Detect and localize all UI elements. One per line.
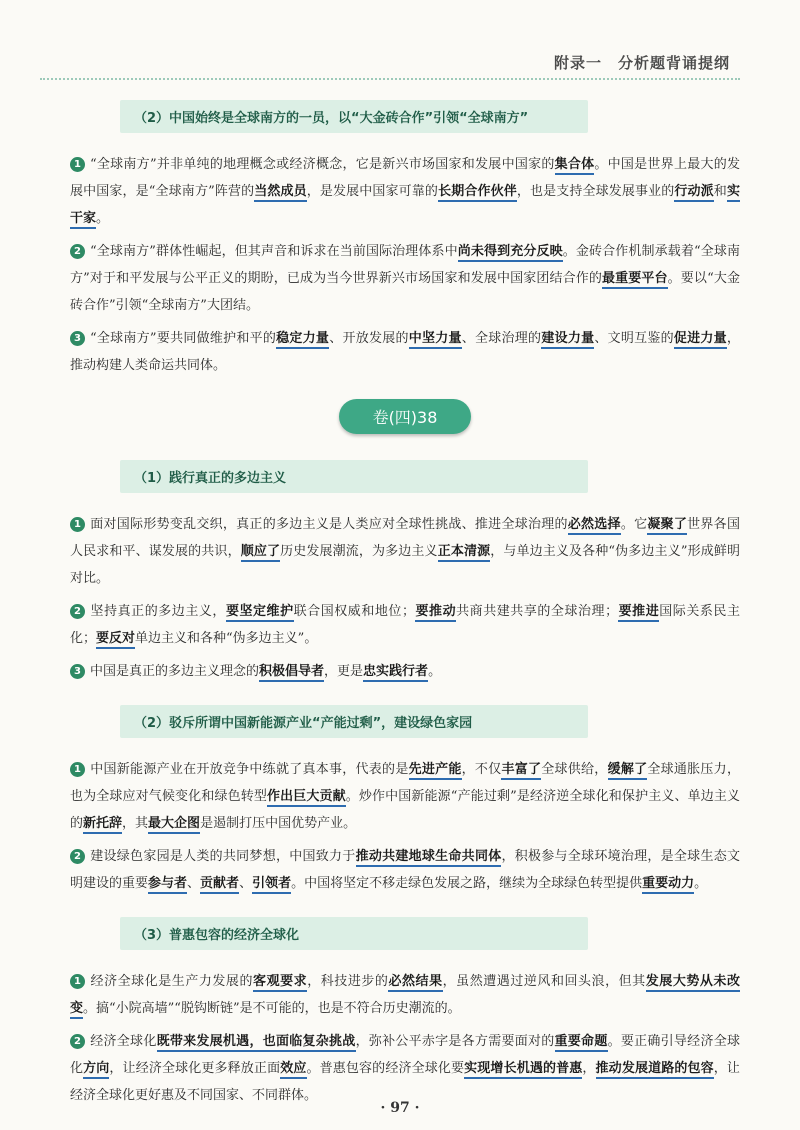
paragraph-number-badge: 2 (70, 244, 85, 259)
paragraph-number-badge: 1 (70, 974, 85, 989)
key-term: 发展大势从未改变 (70, 974, 740, 1019)
paragraph (70, 968, 740, 1022)
key-term: 中坚力量 (409, 331, 462, 349)
key-term: 重要动力 (642, 876, 694, 894)
key-term: 正本清源 (438, 544, 491, 562)
text-segment: 。普惠包容的经济全球化要 (306, 1061, 465, 1076)
paragraph-number-badge: 2 (70, 604, 85, 619)
key-term: 要反对 (96, 631, 135, 649)
text-segment: 联合国权威和地位； (293, 604, 415, 619)
volume-badge: 卷(四)38 (339, 399, 472, 434)
key-term: 要推进 (618, 604, 659, 622)
text-segment: ，让经济全球化更多释放正面 (109, 1061, 281, 1076)
text-segment: 。中国是世界上最大的发展中国家，是“全球南方”阵营的 (70, 157, 740, 199)
key-term: 凝聚了 (647, 517, 687, 535)
text-segment: 。中国将坚定不移走绿色发展之路，继续为全球绿色转型提供 (291, 876, 643, 891)
key-term: 最大企图 (148, 816, 200, 834)
text-segment: “全球南方”要共同做维护和平的 (90, 331, 277, 346)
key-term: 要推动 (415, 604, 456, 622)
key-term: 贡献者 (200, 876, 239, 894)
text-segment: 、文明互鉴的 (594, 331, 674, 346)
text-segment: ，推动构建人类命运共同体。 (70, 331, 740, 373)
text-segment: 。要正确引导经济全球化 (70, 1034, 740, 1076)
key-term: 尚未得到充分反映 (458, 244, 563, 262)
text-segment: ，弥补公平赤字是各方需要面对的 (355, 1034, 555, 1049)
text-segment: 、 (239, 876, 253, 891)
key-term: 方向 (83, 1061, 109, 1079)
text-segment: ，科技进步的 (307, 974, 389, 989)
paragraph-number-badge: 1 (70, 157, 85, 172)
text-segment: 国际关系民主化； (70, 604, 740, 646)
paragraph (70, 325, 740, 379)
text-segment: 经济全球化 (90, 1034, 157, 1049)
section-heading: （3）普惠包容的经济全球化 (120, 917, 588, 950)
paragraph (70, 1028, 740, 1109)
key-term: 积极倡导者 (259, 664, 324, 682)
page-header (0, 0, 800, 78)
text-segment: 是遏制打压中国优势产业。 (200, 816, 357, 831)
paragraph (70, 658, 740, 685)
key-term: 既带来发展机遇，也面临复杂挑战 (157, 1034, 356, 1052)
key-term: 行动派 (674, 184, 713, 202)
text-segment: 。 (96, 211, 110, 226)
text-segment: 。金砖合作机制承载着“全球南方”对于和平发展与公平正义的期盼，已成为当今世界新兴市场国家和发展中国家团结合作的 (70, 244, 740, 286)
key-term: 先进产能 (409, 762, 462, 780)
key-term: 丰富了 (501, 762, 541, 780)
key-term: 必然结果 (388, 974, 442, 992)
section-global-south (70, 100, 740, 379)
text-segment: 。搞“小院高墙”“脱钩断链”是不可能的，也是不符合历史潮流的。 (83, 1001, 461, 1016)
key-term: 建设力量 (541, 331, 594, 349)
paragraph-number-badge: 2 (70, 849, 85, 864)
text-segment: 共商共建共享的全球治理； (456, 604, 619, 619)
paragraph (70, 843, 740, 897)
key-term: 要坚定维护 (226, 604, 294, 622)
text-segment: 建设绿色家园是人类的共同梦想，中国致力于 (90, 849, 356, 864)
paragraph-number-badge: 3 (70, 331, 85, 346)
text-segment: 。 (694, 876, 708, 891)
text-segment: 中国是真正的多边主义理念的 (90, 664, 260, 679)
text-segment: ， (582, 1061, 596, 1076)
key-term: 最重要平台 (602, 271, 668, 289)
text-segment: 面对国际形势变乱交织，真正的多边主义是人类应对全球性挑战、推进全球治理的 (90, 517, 568, 532)
key-term: 推动发展道路的包容 (596, 1061, 714, 1079)
text-segment: 坚持真正的多边主义， (90, 604, 226, 619)
key-term: 效应 (280, 1061, 306, 1079)
key-term: 忠实践行者 (363, 664, 428, 682)
text-segment: 。 (428, 664, 442, 679)
text-segment: 和 (713, 184, 727, 199)
key-term: 客观要求 (253, 974, 307, 992)
section-multilateralism (70, 460, 740, 685)
section-heading: （2）中国始终是全球南方的一员，以“大金砖合作”引领“全球南方” (120, 100, 588, 133)
paragraph (70, 511, 740, 592)
section-heading: （1）践行真正的多边主义 (120, 460, 588, 493)
text-segment: ，虽然遭遇过逆风和回头浪，但其 (442, 974, 646, 989)
paragraph (70, 756, 740, 837)
key-term: 缓解了 (608, 762, 648, 780)
text-segment: 单边主义和各种“伪多边主义”。 (135, 631, 318, 646)
key-term: 推动共建地球生命共同体 (356, 849, 502, 867)
section-heading: （2）驳斥所谓中国新能源产业“产能过剩”，建设绿色家园 (120, 705, 588, 738)
text-segment: 经济全球化是生产力发展的 (90, 974, 254, 989)
text-segment: ，与单边主义及各种“伪多边主义”形成鲜明对比。 (70, 544, 740, 586)
paragraph-number-badge: 2 (70, 1034, 85, 1049)
text-segment: “全球南方”并非单纯的地理概念或经济概念，它是新兴市场国家和发展中国家的 (90, 157, 555, 172)
text-segment: ，不仅 (461, 762, 502, 777)
key-term: 作出巨大贡献 (267, 789, 346, 807)
page-content (70, 100, 740, 1115)
paragraph-number-badge: 1 (70, 762, 85, 777)
paragraph (70, 598, 740, 652)
text-segment: 。要以“大金砖合作”引领“全球南方”大团结。 (70, 271, 740, 313)
page-number: · 97 · (380, 1100, 420, 1116)
text-segment: 全球通胀压力，也为全球应对气候变化和绿色转型 (70, 762, 740, 804)
text-segment: ，更是 (324, 664, 364, 679)
key-term: 重要命题 (555, 1034, 608, 1052)
key-term: 必然选择 (568, 517, 621, 535)
text-segment: 。它 (620, 517, 648, 532)
text-segment: 世界各国人民求和平、谋发展的共识， (70, 517, 740, 559)
text-segment: 全球供给， (541, 762, 608, 777)
key-term: 顺应了 (241, 544, 280, 562)
text-segment: 、开放发展的 (329, 331, 409, 346)
text-segment: 、全球治理的 (461, 331, 542, 346)
key-term: 稳定力量 (276, 331, 329, 349)
key-term: 促进力量 (674, 331, 727, 349)
text-segment: ，积极参与全球环境治理，是全球生态文明建设的重要 (70, 849, 740, 891)
key-term: 参与者 (148, 876, 187, 894)
text-segment: ，让经济全球化更好惠及不同国家、不同群体。 (70, 1061, 740, 1103)
text-segment: 。炒作中国新能源“产能过剩”是经济逆全球化和保护主义、单边主义的 (70, 789, 740, 831)
key-term: 当然成员 (254, 184, 307, 202)
volume-badge-wrap (70, 399, 740, 434)
paragraph (70, 238, 740, 319)
header-title: 附录一 分析题背诵提纲 (553, 54, 730, 72)
section-globalization (70, 917, 740, 1109)
paragraph (70, 151, 740, 232)
key-term: 长期合作伙伴 (438, 184, 517, 202)
text-segment: ，也是支持全球发展事业的 (516, 184, 675, 199)
text-segment: 历史发展潮流，为多边主义 (280, 544, 438, 559)
text-segment: ，其 (122, 816, 149, 831)
key-term: 引领者 (252, 876, 291, 894)
key-term: 实干家 (70, 184, 740, 229)
text-segment: ，是发展中国家可靠的 (306, 184, 439, 199)
key-term: 新托辞 (83, 816, 122, 834)
key-term: 集合体 (555, 157, 595, 175)
section-new-energy (70, 705, 740, 897)
paragraph-number-badge: 1 (70, 517, 85, 532)
header-divider (40, 78, 740, 80)
text-segment: “全球南方”群体性崛起，但其声音和诉求在当前国际治理体系中 (90, 244, 458, 259)
text-segment: 中国新能源产业在开放竞争中练就了真本事，代表的是 (90, 762, 409, 777)
key-term: 实现增长机遇的普惠 (464, 1061, 582, 1079)
paragraph-number-badge: 3 (70, 664, 85, 679)
text-segment: 、 (187, 876, 201, 891)
